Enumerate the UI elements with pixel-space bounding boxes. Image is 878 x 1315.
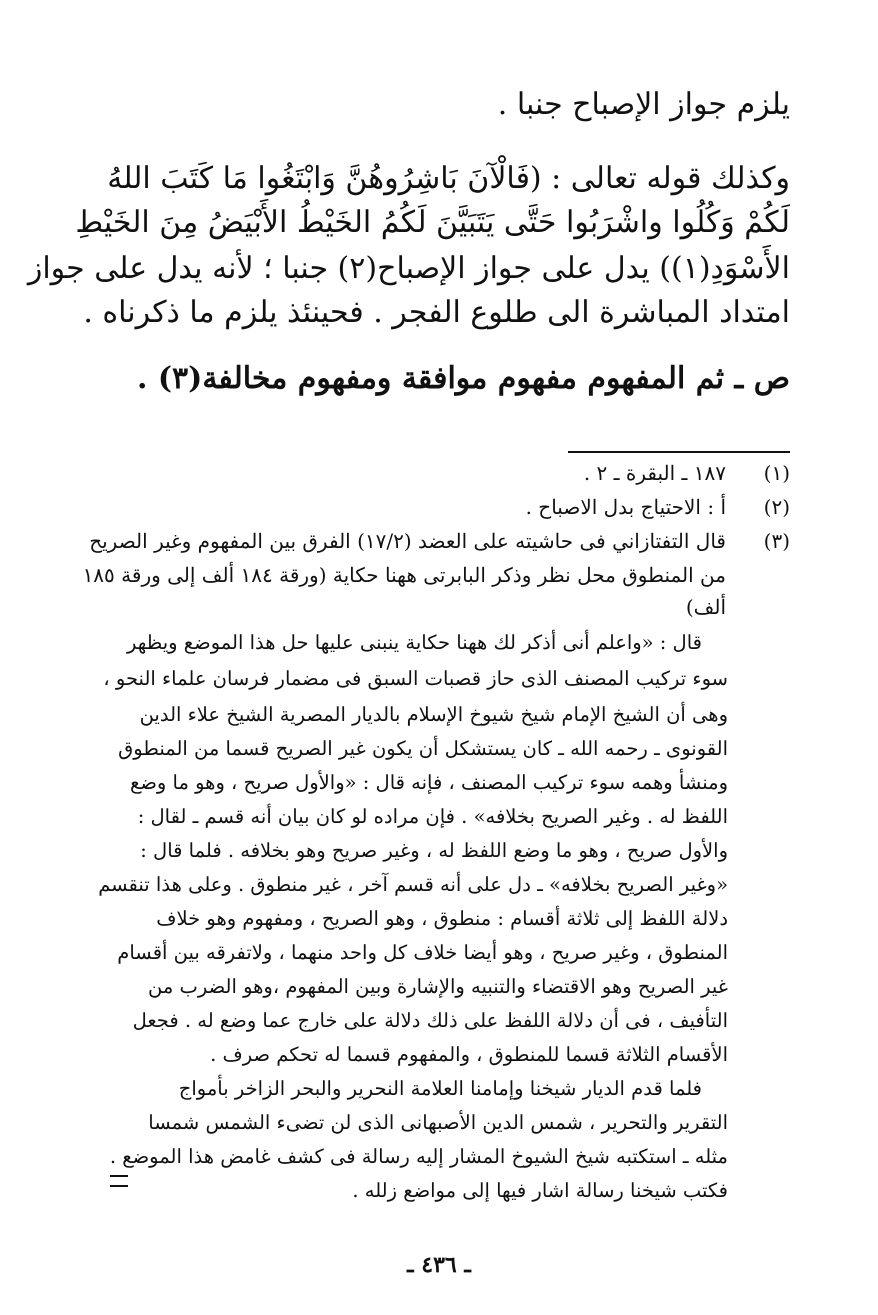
footnote-text-3-line-3: ألف) [685, 595, 726, 619]
page-number: ـ ٤٣٦ ـ [407, 1252, 471, 1278]
continuation-mark [110, 1175, 128, 1187]
quote-line-7: والأول صريح ، وهو ما وضع اللفظ له ، وغير صريح وهو بخلافه . فلما قال : [140, 839, 728, 862]
quote-line-1: قال : «واعلم أنى أذكر لك ههنا حكاية ينبنى عليها حل هذا الموضع ويظهر [126, 631, 702, 654]
main-line-5: امتداد المباشرة الى طلوع الفجر . فحينئذ يلزم ما ذكرناه . [83, 295, 790, 330]
footnote-text-3-line-2: من المنطوق محل نظر وذكر البابرتى ههنا حكاية (ورقة ١٨٤ ألف إلى ورقة ١٨٥ [82, 563, 726, 587]
footnote-text-3-line-1: قال التفتازاني فى حاشيته على العضد (١٧/٢) الفرق بين المفهوم وغير الصريح [89, 529, 726, 553]
footnote-text-2: أ : الاحتياج بدل الاصباح . [525, 495, 726, 519]
main-line-2: وكذلك قوله تعالى : (فَالْآنَ بَاشِرُوهُنَّ وَابْتَغُوا مَا كَتَبَ اللهُ [107, 161, 790, 196]
quote-line-3: وهى أن الشيخ الإمام شيخ شيوخ الإسلام بالديار المصرية الشيخ علاء الدين [139, 703, 728, 726]
quote-line-2: سوء تركيب المصنف الذى حاز قصبات السبق فى مضمار فرسان علماء النحو ، [103, 667, 728, 690]
quote-line-4: القونوى ـ رحمه الله ـ كان يستشكل أن يكون غير الصريح قسما من المنطوق [118, 737, 728, 760]
footnote-text-1: ١٨٧ ـ البقرة ـ ٢ . [583, 461, 726, 485]
quote-line-11: غير الصريح وهو الاقتضاء والتنبيه والإشارة وبين المفهوم ،وهو الضرب من [148, 975, 728, 998]
main-line-4: الأَسْوَدِ(١)) يدل على جواز الإصباح(٢) جنبا ؛ لأنه يدل على جواز [27, 251, 790, 286]
quote-line-9: دلالة اللفظ إلى ثلاثة أقسام : منطوق ، وهو الصريح ، ومفهوم وهو خلاف [156, 907, 728, 930]
quote-line-8: «وغير الصريح بخلافه» ـ دل على أنه قسم آخر ، غير منطوق . وعلى هذا تنقسم [98, 873, 728, 896]
quote-line-12: التأفيف ، فى أن دلالة اللفظ على ذلك دلالة على خارج عما وضع له . فجعل [132, 1009, 728, 1032]
quote-line-5: ومنشأ وهمه سوء تركيب المصنف ، فإنه قال : «والأول صريح ، وهو ما وضع [129, 771, 728, 794]
quote-line-16: مثله ـ استكتبه شيخ الشيوخ المشار إليه رسالة فى كشف غامض هذا الموضع . [109, 1145, 728, 1168]
quote-line-13: الأقسام الثلاثة قسما للمنطوق ، والمفهوم قسما له تحكم صرف . [210, 1043, 728, 1066]
footnote-number-1: (١) [763, 461, 790, 485]
main-line-3: لَكُمْ وَكُلُوا واشْرَبُوا حَتَّى يَتَبَيَّنَ لَكُمُ الخَيْطُ الأَبْيَضُ مِنَ الخَيْطِ [75, 205, 790, 240]
main-line-1: يلزم جواز الإصباح جنبا . [497, 87, 790, 122]
quote-line-10: المنطوق ، وغير صريح ، وهو أيضا خلاف كل واحد منهما ، ولاتفرقه بين أقسام [117, 941, 728, 964]
footnote-number-3: (٣) [763, 529, 790, 553]
quote-line-15: التقرير والتحرير ، شمس الدين الأصبهانى الذى لن تضىء الشمس شمسا [148, 1111, 728, 1134]
footnote-number-2: (٢) [763, 495, 790, 519]
quote-line-14: فلما قدم الديار شيخنا وإمامنا العلامة النحرير والبحر الزاخر بأمواج [178, 1077, 702, 1100]
quote-line-6: اللفظ له . وغير الصريح بخلافه» . فإن مراده لو كان بيان أنه قسم ـ لقال : [137, 805, 728, 828]
section-heading: ص ـ ثم المفهوم مفهوم موافقة ومفهوم مخالفة(٣) . [136, 361, 790, 396]
footnote-divider [568, 451, 790, 453]
quote-line-17: فكتب شيخنا رسالة اشار فيها إلى مواضع زلله . [352, 1179, 728, 1202]
